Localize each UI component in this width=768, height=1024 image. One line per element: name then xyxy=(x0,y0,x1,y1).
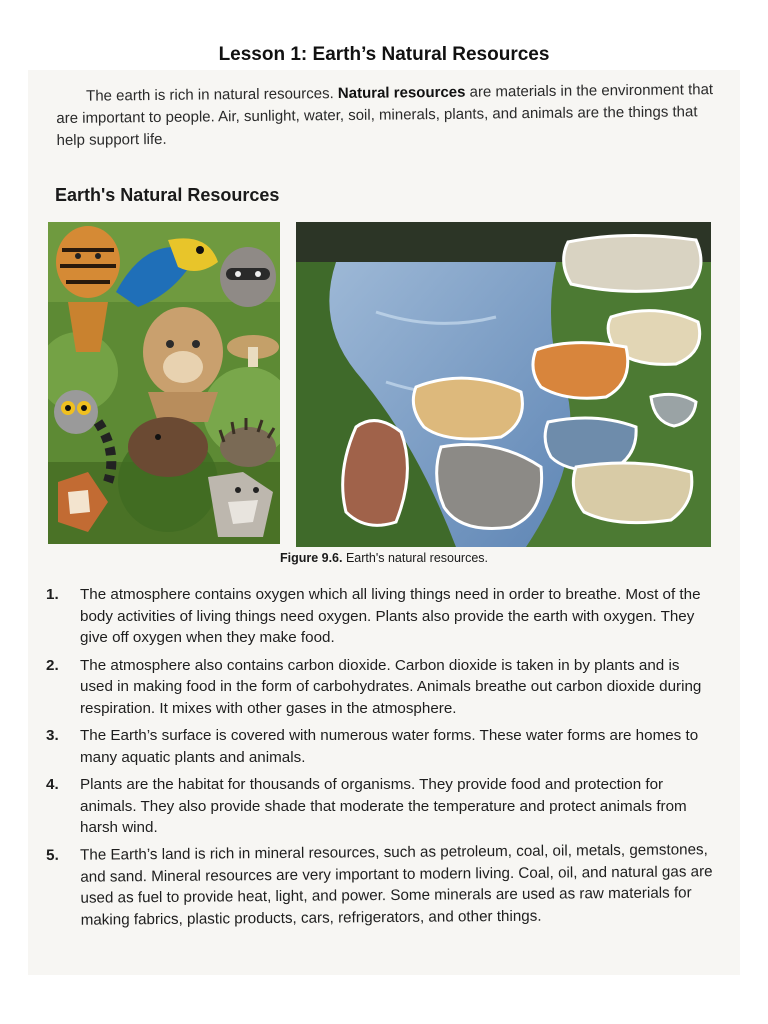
fact-item-4 xyxy=(46,774,716,839)
fact-text-5: The Earth’s land is rich in mineral resources, such as petroleum, coal, oil, metals, gemstones, and sand. Mineral resources are very important to modern living. Coal, oil, and natural gas are used as fuel to provide heat, light, and power. Some minerals are used as raw materials for making fabrics, plastic products, cars, refrigerators, and other things. xyxy=(80,840,713,928)
intro-part2: are materials in the environment that are important to people. Air, sunlight, water, soil, minerals, plants, and animals are the things that help support life. xyxy=(56,81,714,149)
figure-caption xyxy=(0,551,768,565)
fact-item-5 xyxy=(46,839,717,931)
fact-number-5: 5. xyxy=(46,846,59,864)
section-heading: Earth's Natural Resources xyxy=(55,185,280,205)
lesson-title: Lesson 1: Earth’s Natural Resources xyxy=(218,44,550,65)
raccoon-figure xyxy=(220,247,276,307)
fact-text-4: Plants are the habitat for thousands of organisms. They provide food and protection for animals. They also provide shade that moderate the temperature and protect animals from harsh wind. xyxy=(80,776,687,836)
figure-caption-label: Figure 9.6. xyxy=(279,551,343,565)
fact-item-2 xyxy=(46,655,716,720)
animals-collage-drawing xyxy=(48,222,280,544)
fact-number-2: 2. xyxy=(46,656,59,674)
facts-list xyxy=(46,584,716,937)
fact-number-1: 1. xyxy=(46,586,59,603)
fact-number-4: 4. xyxy=(46,776,59,793)
intro-bold-term: Natural resources xyxy=(337,83,466,103)
river-minerals-image xyxy=(296,222,711,547)
fact-item-3 xyxy=(46,725,716,768)
intro-paragraph xyxy=(56,79,717,152)
fact-number-3: 3. xyxy=(46,727,59,744)
intro-part1: The earth is rich in natural resources. xyxy=(86,85,338,105)
animals-collage-image xyxy=(48,222,280,544)
fact-item-1 xyxy=(46,584,716,649)
cougar-figure xyxy=(143,307,223,422)
fact-text-3: The Earth’s surface is covered with numerous water forms. These water forms are homes to many aquatic plants and animals. xyxy=(80,727,699,766)
beaver-figure xyxy=(128,417,208,477)
fact-text-2: The atmosphere also contains carbon dioxide. Carbon dioxide is taken in by plants and is used in making food in the form of carbohydrates. Animals breathe out carbon dioxide during respiration. It mixes with other gases in the atmosphere. xyxy=(80,656,702,717)
river-minerals-drawing xyxy=(296,222,711,547)
figure-caption-text: Earth's natural resources. xyxy=(342,551,489,565)
fact-text-1: The atmosphere contains oxygen which all living things need in order to breathe. Most of the body activities of living things need oxygen. Plants also provide the earth with oxygen. They give off oxygen when they make food. xyxy=(80,586,701,646)
